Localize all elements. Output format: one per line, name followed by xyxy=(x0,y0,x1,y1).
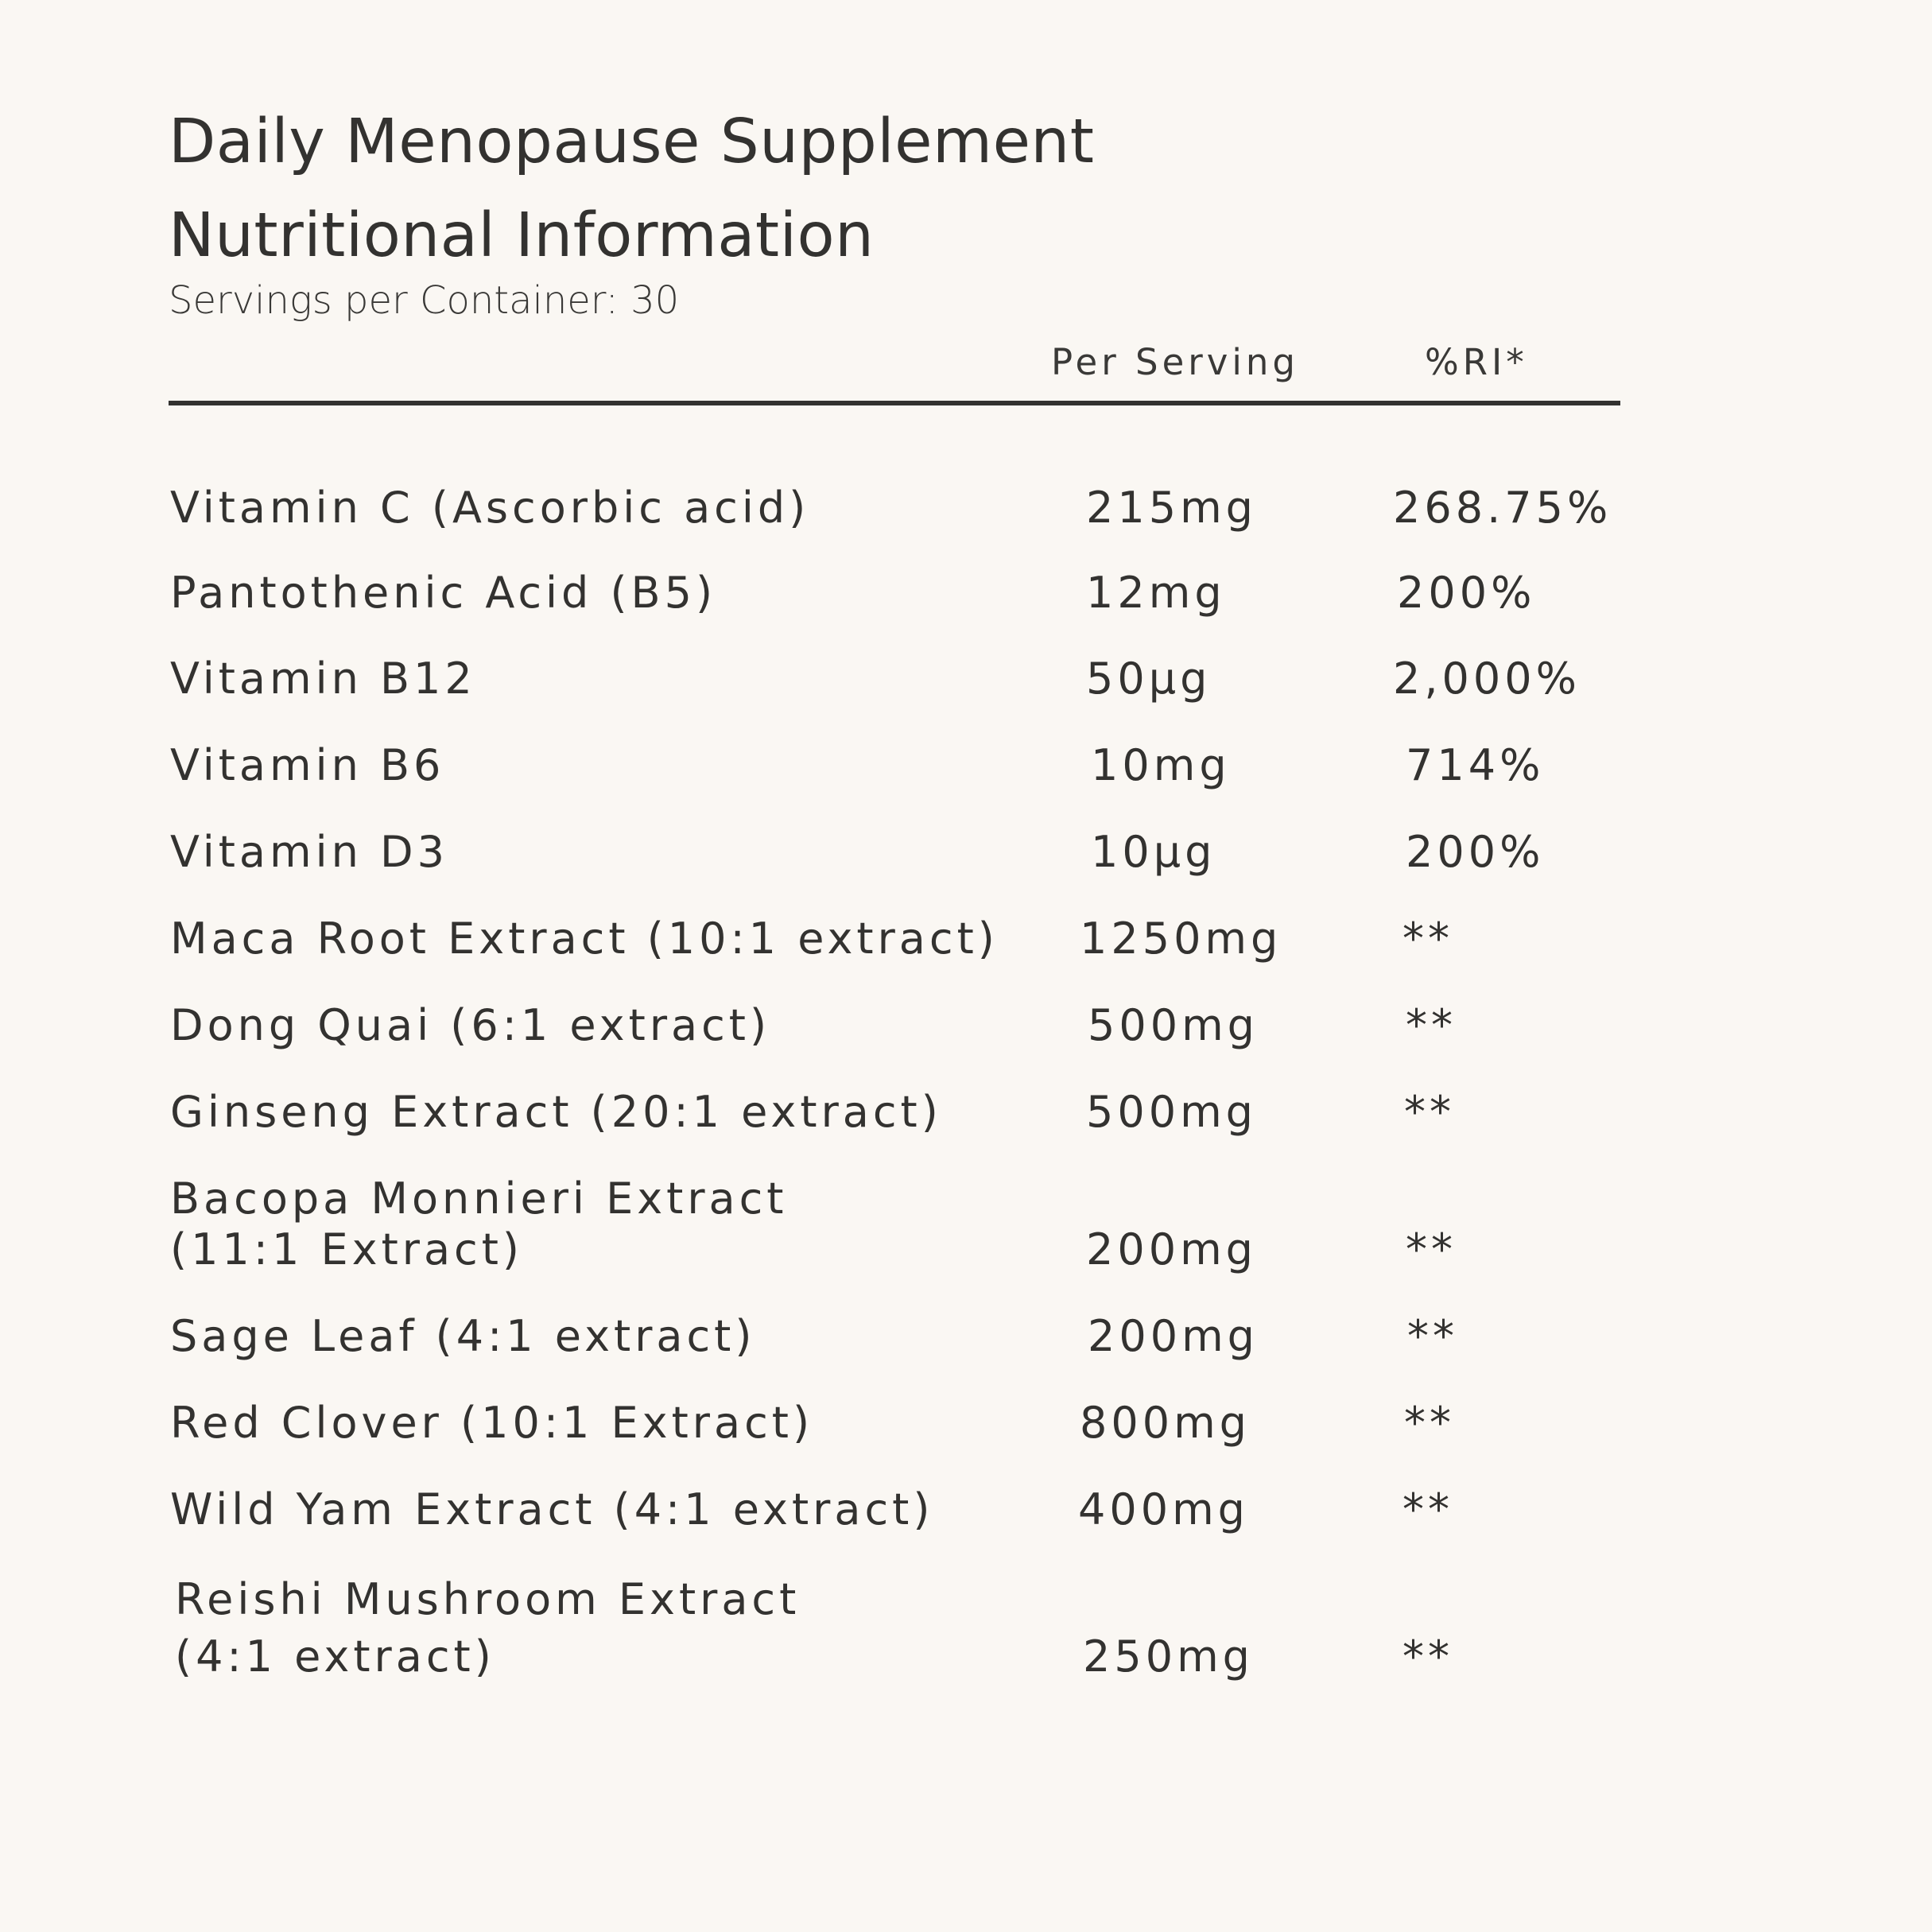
nutrient-name: Wild Yam Extract (4:1 extract) xyxy=(170,1484,934,1534)
title-line-1: Daily Menopause Supplement xyxy=(169,107,1095,177)
nutrient-amount: 500mg xyxy=(1086,1087,1257,1137)
nutrient-name-line-2: (11:1 Extract) xyxy=(170,1224,523,1274)
nutrient-amount: 10mg xyxy=(1091,740,1231,790)
nutrient-amount: 215mg xyxy=(1086,483,1257,533)
nutrient-name: Ginseng Extract (20:1 extract) xyxy=(170,1087,942,1137)
nutrient-name: Vitamin B6 xyxy=(170,740,445,790)
nutrient-amount: 400mg xyxy=(1078,1484,1249,1534)
nutrient-name xyxy=(170,1174,787,1275)
column-header-ri: %RI* xyxy=(1425,341,1528,383)
nutrient-name: Dong Quai (6:1 extract) xyxy=(170,1000,771,1050)
nutrient-ri: ** xyxy=(1406,1224,1457,1274)
nutrient-ri: 714% xyxy=(1406,740,1545,790)
nutrient-name-line-2: (4:1 extract) xyxy=(175,1631,495,1682)
nutrient-amount: 1250mg xyxy=(1080,914,1282,964)
nutrient-amount: 200mg xyxy=(1088,1311,1259,1361)
nutrient-ri: 200% xyxy=(1397,568,1536,618)
nutrient-name: Vitamin B12 xyxy=(170,654,476,704)
nutrient-ri: 268.75% xyxy=(1393,483,1612,533)
nutrient-ri: 200% xyxy=(1406,827,1545,877)
nutrient-ri: ** xyxy=(1406,1000,1457,1050)
nutrient-ri: 2,000% xyxy=(1393,654,1581,704)
nutrient-name: Sage Leaf (4:1 extract) xyxy=(170,1311,756,1361)
nutrient-amount: 200mg xyxy=(1086,1224,1257,1274)
nutrient-amount: 250mg xyxy=(1083,1631,1254,1682)
nutrient-amount: 50µg xyxy=(1086,654,1212,704)
nutrient-ri: ** xyxy=(1402,914,1453,964)
nutrient-amount: 500mg xyxy=(1088,1000,1259,1050)
page-title xyxy=(169,95,1094,283)
nutrient-name: Vitamin C (Ascorbic acid) xyxy=(170,483,810,533)
nutrient-ri: ** xyxy=(1402,1484,1453,1534)
nutrient-name: Pantothenic Acid (B5) xyxy=(170,568,717,618)
nutrient-amount: 800mg xyxy=(1080,1398,1251,1448)
nutrient-name: Vitamin D3 xyxy=(170,827,448,877)
nutrient-ri: ** xyxy=(1407,1311,1458,1361)
column-header-per-serving: Per Serving xyxy=(1051,341,1299,383)
header-divider xyxy=(169,401,1620,405)
nutrient-amount: 12mg xyxy=(1086,568,1226,618)
nutrient-name: Maca Root Extract (10:1 extract) xyxy=(170,914,999,964)
servings-per-container: Servings per Container: 30 xyxy=(169,278,680,323)
nutrient-name-line-1: Reishi Mushroom Extract xyxy=(175,1574,801,1624)
nutrient-ri: ** xyxy=(1404,1087,1455,1137)
nutrient-name: Red Clover (10:1 Extract) xyxy=(170,1398,814,1448)
nutrient-name-line-1: Bacopa Monnieri Extract xyxy=(170,1174,788,1224)
nutrient-ri: ** xyxy=(1404,1398,1455,1448)
nutrient-name xyxy=(175,1571,800,1686)
nutrient-ri: ** xyxy=(1402,1631,1453,1682)
nutrient-amount: 10µg xyxy=(1091,827,1216,877)
title-line-2: Nutritional Information xyxy=(169,200,875,271)
